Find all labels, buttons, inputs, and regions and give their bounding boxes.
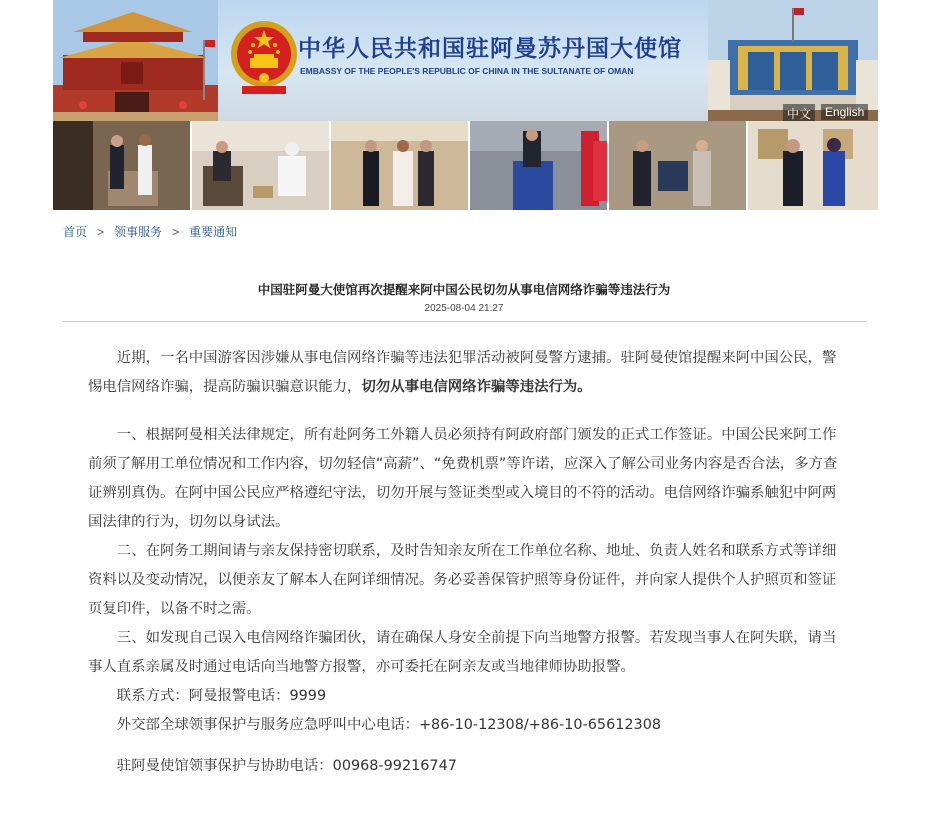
breadcrumb-separator: > bbox=[97, 225, 105, 239]
site-title-cn: 中华人民共和国驻阿曼苏丹国大使馆 bbox=[298, 36, 682, 62]
lang-chinese-link[interactable]: 中文 bbox=[783, 104, 815, 121]
tiananmen-image bbox=[53, 0, 218, 121]
breadcrumb-consular-link[interactable]: 领事服务 bbox=[114, 225, 163, 239]
paragraph-3: 二、在阿务工期间请与亲友保持密切联系，及时告知亲友所在工作单位名称、地址、负责人姓名和联系方式等详细资料以及变动情况，以便亲友了解本人在阿详细情况。务必妥善保管护照等身份证件，并向家人提供个人护照页和签证页复印件，以备不时之需。 bbox=[88, 543, 837, 617]
oman-palace-image bbox=[708, 0, 878, 121]
paragraph-2: 一、根据阿曼相关法律规定，所有赴阿务工外籍人员必须持有阿政府部门颁发的正式工作签证。中国公民来阿工作前须了解用工单位情况和工作内容，切勿轻信“高薪”、“免费机票”等许诺，应深入了解公司业务内容是否合法，多方查证辨别真伪。在阿中国公民应严格遵纪守法，切勿开展与签证类型或入境目的不符的活动。电信网络诈骗系触犯中阿两国法律的行为，切勿以身试法。 bbox=[88, 427, 838, 530]
photo-2 bbox=[192, 121, 329, 210]
title-divider bbox=[63, 321, 867, 322]
lang-english-link[interactable]: English bbox=[821, 104, 868, 120]
article-date: 2025-08-04 21:27 bbox=[424, 303, 504, 314]
contact-embassy: 驻阿曼使馆领事保护与协助电话：00968-99216747 bbox=[116, 758, 457, 774]
article-title: 中国驻阿曼大使馆再次提醒来阿中国公民切勿从事电信网络诈骗等违法行为 bbox=[257, 282, 671, 297]
national-emblem-icon bbox=[228, 14, 300, 98]
contact-police: 联系方式：阿曼报警电话：9999 bbox=[116, 688, 327, 704]
photo-1 bbox=[53, 121, 190, 210]
photo-4 bbox=[470, 121, 607, 210]
paragraph-1-text: 近期，一名中国游客因涉嫌从事电信网络诈骗等违法犯罪活动被阿曼警方逮捕。驻阿曼使馆提醒来阿中国公民，警惕电信网络诈骗，提高防骗识骗意识能力， bbox=[88, 350, 837, 395]
paragraph-1-emphasis: 切勿从事电信网络诈骗等违法行为。 bbox=[361, 379, 592, 395]
header-banner bbox=[53, 0, 878, 121]
article-body bbox=[88, 344, 848, 781]
breadcrumb-separator: > bbox=[172, 225, 180, 239]
breadcrumb-home-link[interactable]: 首页 bbox=[63, 225, 88, 239]
photo-3 bbox=[331, 121, 468, 210]
photo-6 bbox=[748, 121, 878, 210]
paragraph-1 bbox=[88, 344, 848, 402]
site-title-en: EMBASSY OF THE PEOPLE'S REPUBLIC OF CHINA IN THE SULTANATE OF OMAN bbox=[300, 66, 634, 76]
photo-strip bbox=[53, 121, 878, 210]
photo-strip-images bbox=[53, 121, 878, 210]
photo-5 bbox=[609, 121, 746, 210]
paragraph-4: 三、如发现自己误入电信网络诈骗团伙，请在确保人身安全前提下向当地警方报警。若发现当事人在阿失联，请当事人直系亲属及时通过电话向当地警方报警，亦可委托在阿亲友或当地律师协助报警。 bbox=[88, 630, 837, 675]
contact-mfa-hotline: 外交部全球领事保护与服务应急呼叫中心电话：+86-10-12308/+86-10-65612308 bbox=[116, 717, 662, 733]
breadcrumb-notice-link[interactable]: 重要通知 bbox=[189, 225, 238, 239]
breadcrumb bbox=[63, 223, 237, 240]
